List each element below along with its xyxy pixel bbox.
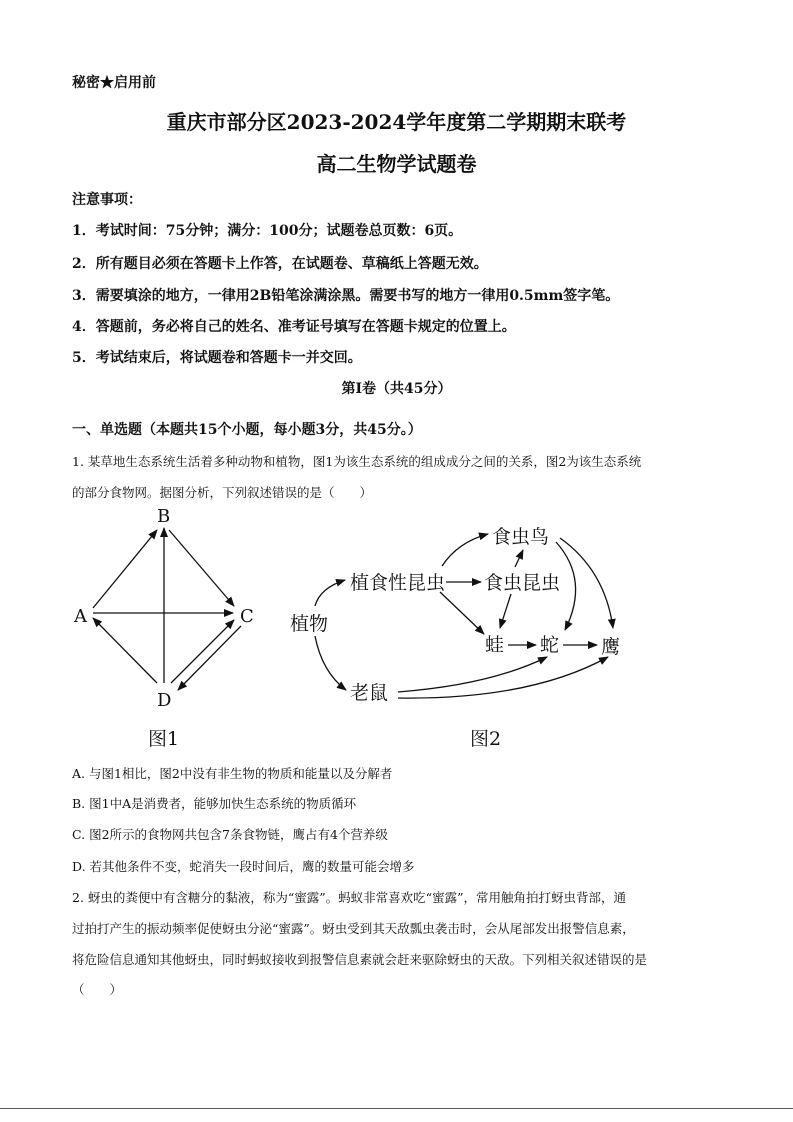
node-insectivorous-insect: 食虫昆虫 [484, 572, 561, 594]
secret-label: 秘密★启用前 [72, 75, 156, 91]
question-2-stem-cont: 将危险信息通知其他蚜虫，同时蚂蚁接收到报警信息素就会赶来驱除蚜虫的天敌。下列相关叙述错误的是 [72, 952, 648, 967]
edge-insectivore-bird [515, 550, 523, 567]
section-title: 一、单选题（本题共15个小题，每小题3分，共45分。） [72, 422, 422, 438]
figure-1-caption: 图1 [148, 728, 180, 750]
part-title: 第Ⅰ卷（共45分） [341, 381, 452, 397]
option-d: D. 若其他条件不变，蛇消失一段时间后，鹰的数量可能会增多 [72, 859, 415, 874]
edge-a-b [93, 530, 157, 608]
figure-2-food-web [290, 526, 620, 750]
question-1-figures [60, 500, 740, 755]
notice-item: 2．所有题目必须在答题卡上作答，在试题卷、草稿纸上答题无效。 [72, 256, 488, 272]
question-1-stem: 1. 某草地生态系统生活着多种动物和植物，图1为该生态系统的组成成分之间的关系，图2为该生态系统 [72, 454, 642, 469]
question-2-stem: 2. 蚜虫的粪便中有含糖分的黏液，称为“蜜露”。蚂蚁非常喜欢吃“蜜露”，常用触角拍打蚜虫背部，通 [72, 890, 626, 905]
exam-title: 重庆市部分区2023-2024学年度第二学期期末联考 [166, 110, 627, 134]
question-2-stem-cont: 过拍打产生的振动频率促使蚜虫分泌“蜜露”。蚜虫受到其天敌瓢虫袭击时，会从尾部发出报警信息素， [72, 921, 635, 936]
figure-1-diagram [73, 506, 254, 750]
figure-2-caption: 图2 [470, 728, 502, 750]
node-snake: 蛇 [540, 634, 560, 656]
notice-item: 3．需要填涂的地方，一律用2B铅笔涂满涂黑。需要书写的地方一律用0.5mm签字笔。 [72, 288, 620, 304]
edge-c-d [178, 626, 241, 690]
edge-insectivore-frog [500, 594, 511, 628]
node-insectivorous-bird: 食虫鸟 [492, 526, 550, 548]
edge-b-c [169, 530, 234, 606]
node-d: D [157, 690, 172, 711]
notice-heading: 注意事项： [72, 192, 142, 208]
edge-bird-hawk [560, 538, 613, 628]
node-frog: 蛙 [485, 634, 505, 656]
node-c: C [240, 606, 254, 627]
node-plant: 植物 [290, 613, 329, 635]
question-2-answer-bracket: （ ） [72, 982, 123, 997]
edge-herbivore-frog [440, 592, 484, 634]
edge-d-a [93, 618, 157, 683]
question-1-stem-cont: 的部分食物网。据图分析，下列叙述错误的是（ ） [72, 485, 373, 500]
edge-d-c [171, 620, 234, 683]
option-c: C. 图2所示的食物网共包含7条食物链，鹰占有4个营养级 [72, 827, 388, 842]
option-a: A. 与图1相比，图2中没有非生物的物质和能量以及分解者 [72, 766, 393, 781]
exam-subtitle: 高二生物学试题卷 [316, 152, 477, 176]
notice-item: 1．考试时间：75分钟；满分：100分；试题卷总页数：6页。 [72, 223, 463, 239]
edge-mouse-hawk [398, 657, 608, 698]
page-divider [0, 1108, 793, 1109]
notice-item: 5．考试结束后，将试题卷和答题卡一并交回。 [72, 350, 362, 366]
node-a: A [74, 606, 87, 627]
option-b: B. 图1中A是消费者，能够加快生态系统的物质循环 [72, 796, 357, 811]
node-hawk: 鹰 [601, 636, 621, 658]
node-b: B [157, 506, 171, 527]
node-herbivorous-insect: 植食性昆虫 [350, 572, 446, 594]
edge-herbivore-bird [442, 534, 488, 566]
node-mouse: 老鼠 [350, 682, 389, 704]
edge-plant-mouse [315, 636, 346, 690]
edge-plant-herbivore [315, 580, 345, 606]
notice-item: 4．答题前，务必将自己的姓名、准考证号填写在答题卡规定的位置上。 [72, 319, 516, 335]
